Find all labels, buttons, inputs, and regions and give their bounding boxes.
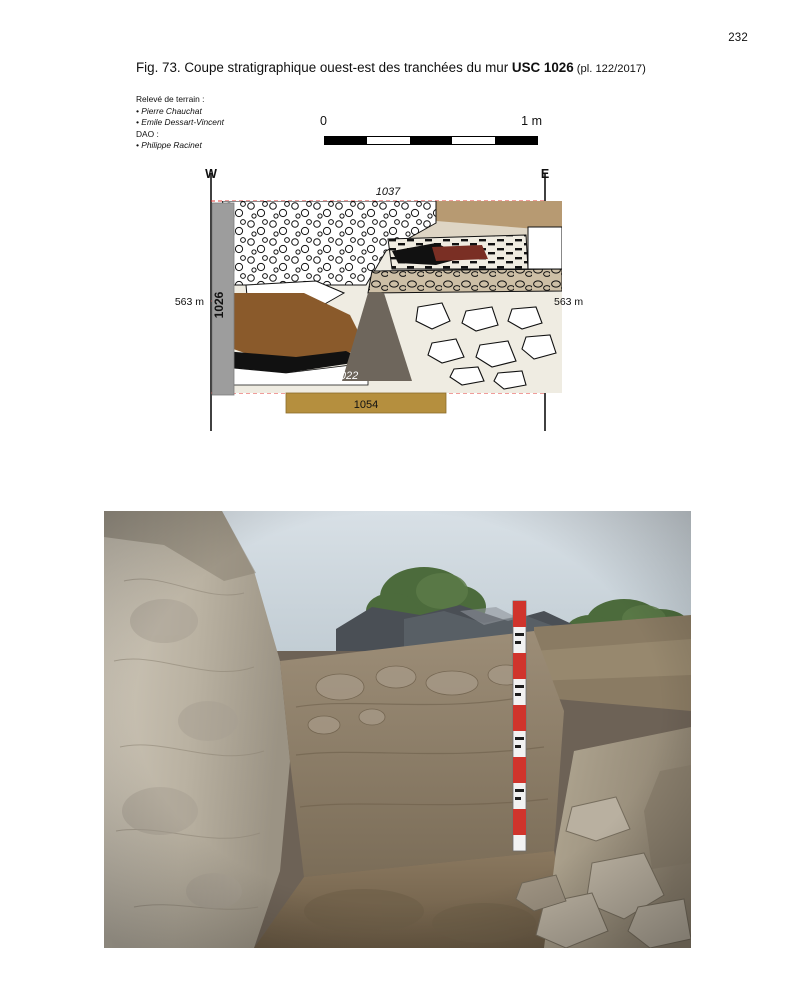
scale-bar-left-label: 0	[320, 114, 327, 128]
figure-caption	[136, 60, 646, 75]
scale-bar-segment	[495, 137, 537, 144]
figure-caption-bold: USC 1026	[511, 60, 574, 75]
credits-line-1: Relevé de terrain :	[136, 94, 205, 104]
credits-line-4: DAO :	[136, 128, 159, 139]
unit-label-1022: 1022	[333, 370, 359, 382]
elevation-left-label: 563 m	[174, 296, 204, 308]
credits-line-2: • Pierre Chauchat	[136, 105, 202, 116]
scale-bar-graphic	[324, 136, 538, 145]
scale-bar-segment	[452, 137, 494, 144]
scale-bar	[320, 114, 542, 148]
credits-line-3: • Emile Dessart-Vincent	[136, 117, 224, 128]
unit-label-1037: 1037	[375, 186, 401, 198]
figure-caption-suffix: (pl. 122/2017)	[573, 63, 646, 75]
wall-label-1026: 1026	[212, 291, 226, 319]
credits-block	[136, 94, 224, 152]
stratigraphic-section-drawing	[136, 165, 656, 450]
elevation-right-label: 563 m	[554, 296, 584, 308]
scale-bar-right-label: 1 m	[521, 114, 542, 128]
scale-bar-segment	[325, 137, 367, 144]
excavation-photograph	[104, 511, 691, 948]
scale-bar-segment	[367, 137, 409, 144]
west-label: W	[205, 166, 217, 181]
east-label: E	[540, 166, 550, 181]
credits-line-5: • Philippe Racinet	[136, 140, 202, 151]
page-number: 232	[728, 32, 748, 44]
unit-label-1054: 1054	[353, 399, 379, 411]
scale-bar-segment	[410, 137, 452, 144]
figure-caption-prefix: Fig. 73. Coupe stratigraphique ouest-est des tranchées du mur	[136, 60, 512, 75]
